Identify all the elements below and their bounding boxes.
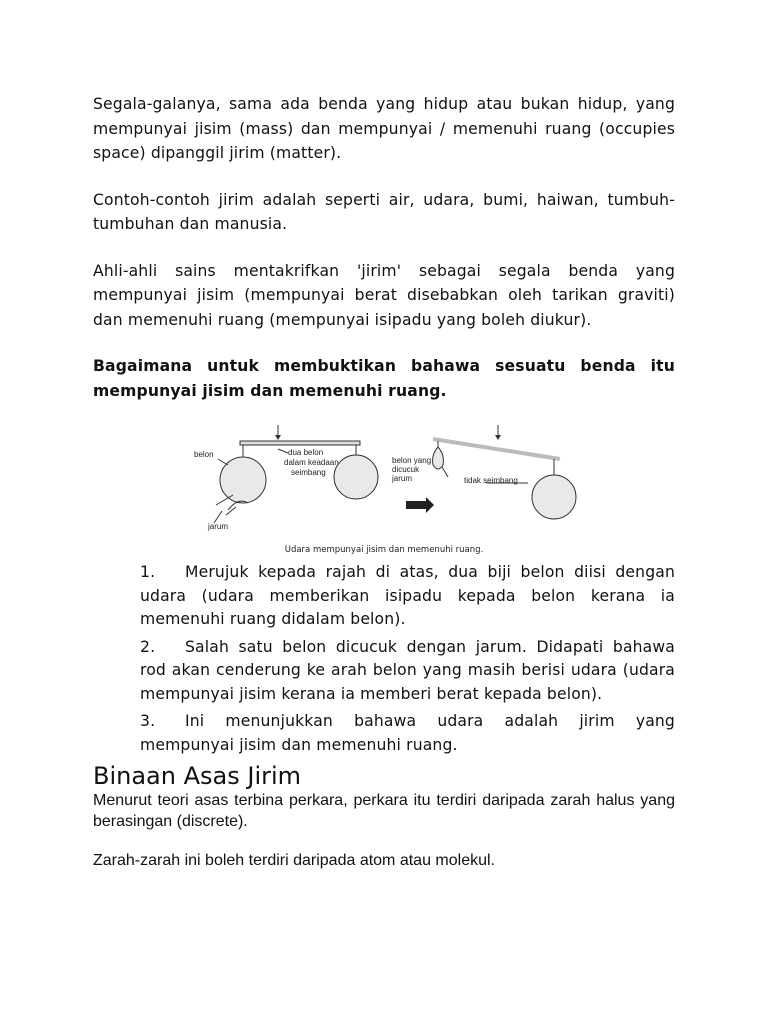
- popped-balloon: [433, 447, 444, 469]
- step-number: 1.: [140, 563, 156, 581]
- step-text: Merujuk kepada rajah di atas, dua biji belon diisi dengan udara (udara memberikan isipadu kepada belon kerana ia memenuhi ruang didalam belon).: [140, 563, 675, 628]
- step-text: Salah satu belon dicucuk dengan jarum. Didapati bahawa rod akan cenderung ke arah belon yang masih berisi udara (udara mempunyai jisim kerana ia memberi berat kepada belon).: [140, 637, 675, 703]
- section-heading: Binaan Asas Jirim: [93, 762, 302, 790]
- label-dua-belon-2: dalam keadaan: [284, 458, 339, 467]
- right-balloon: [334, 455, 378, 499]
- steps-list: [140, 561, 675, 757]
- figure-caption: Udara mempunyai jisim dan memenuhi ruang.: [284, 545, 484, 555]
- document-page: [93, 92, 675, 872]
- definition-paragraph: Ahli-ahli sains mentakrifkan 'jirim' sebagai segala benda yang mempunyai jisim (mempunyai berat disebabkan oleh tarikan graviti) dan memenuhi ruang (mempunyai isipadu yang boleh diukur).: [93, 261, 675, 329]
- balloon-experiment-figure: [93, 425, 675, 557]
- label-belon-dicucuk-3: jarum: [392, 474, 413, 483]
- label-dua-belon-1: dua belon: [288, 448, 324, 457]
- label-jarum: jarum: [208, 522, 229, 531]
- section-paragraph: Menurut teori asas terbina perkara, perkara itu terdiri daripada zarah halus yang berasingan (discrete).: [93, 792, 675, 830]
- label-belon: belon: [194, 450, 214, 459]
- label-belon-dicucuk-2: dicucuk: [392, 465, 420, 474]
- belon-pointer: [218, 459, 228, 465]
- step-number: 2.: [140, 637, 156, 656]
- balanced-rod: [240, 441, 360, 445]
- examples-paragraph: Contoh-contoh jirim adalah seperti air, udara, bumi, haiwan, tumbuh-tumbuhan dan manusia.: [93, 190, 675, 233]
- step-text: Ini menunjukkan bahawa udara adalah jirim yang mempunyai jisim dan memenuhi ruang.: [140, 712, 675, 754]
- transition-arrow: [406, 497, 434, 513]
- list-item: [140, 561, 675, 632]
- full-balloon: [532, 475, 576, 519]
- intro-paragraph: Segala-galanya, sama ada benda yang hidup atau bukan hidup, yang mempunyai jisim (mass) dan mempunyai / memenuhi ruang (occupies space) dipanggil jirim (matter).: [93, 95, 675, 162]
- label-tidak-seimbang: tidak seimbang: [464, 476, 518, 485]
- label-dua-belon-3: seimbang: [291, 468, 326, 477]
- step-number: 3.: [140, 712, 156, 730]
- tilted-rod: [433, 439, 560, 459]
- question-heading: Bagaimana untuk membuktikan bahawa sesuatu benda itu mempunyai jisim dan memenuhi ruang.: [93, 357, 675, 400]
- section-paragraph-2: Zarah-zarah ini boleh terdiri daripada atom atau molekul.: [93, 852, 495, 869]
- label-belon-dicucuk-1: belon yang: [392, 456, 432, 465]
- list-item: [140, 710, 675, 757]
- balloon-diagram: [188, 425, 588, 543]
- list-item: [140, 636, 675, 707]
